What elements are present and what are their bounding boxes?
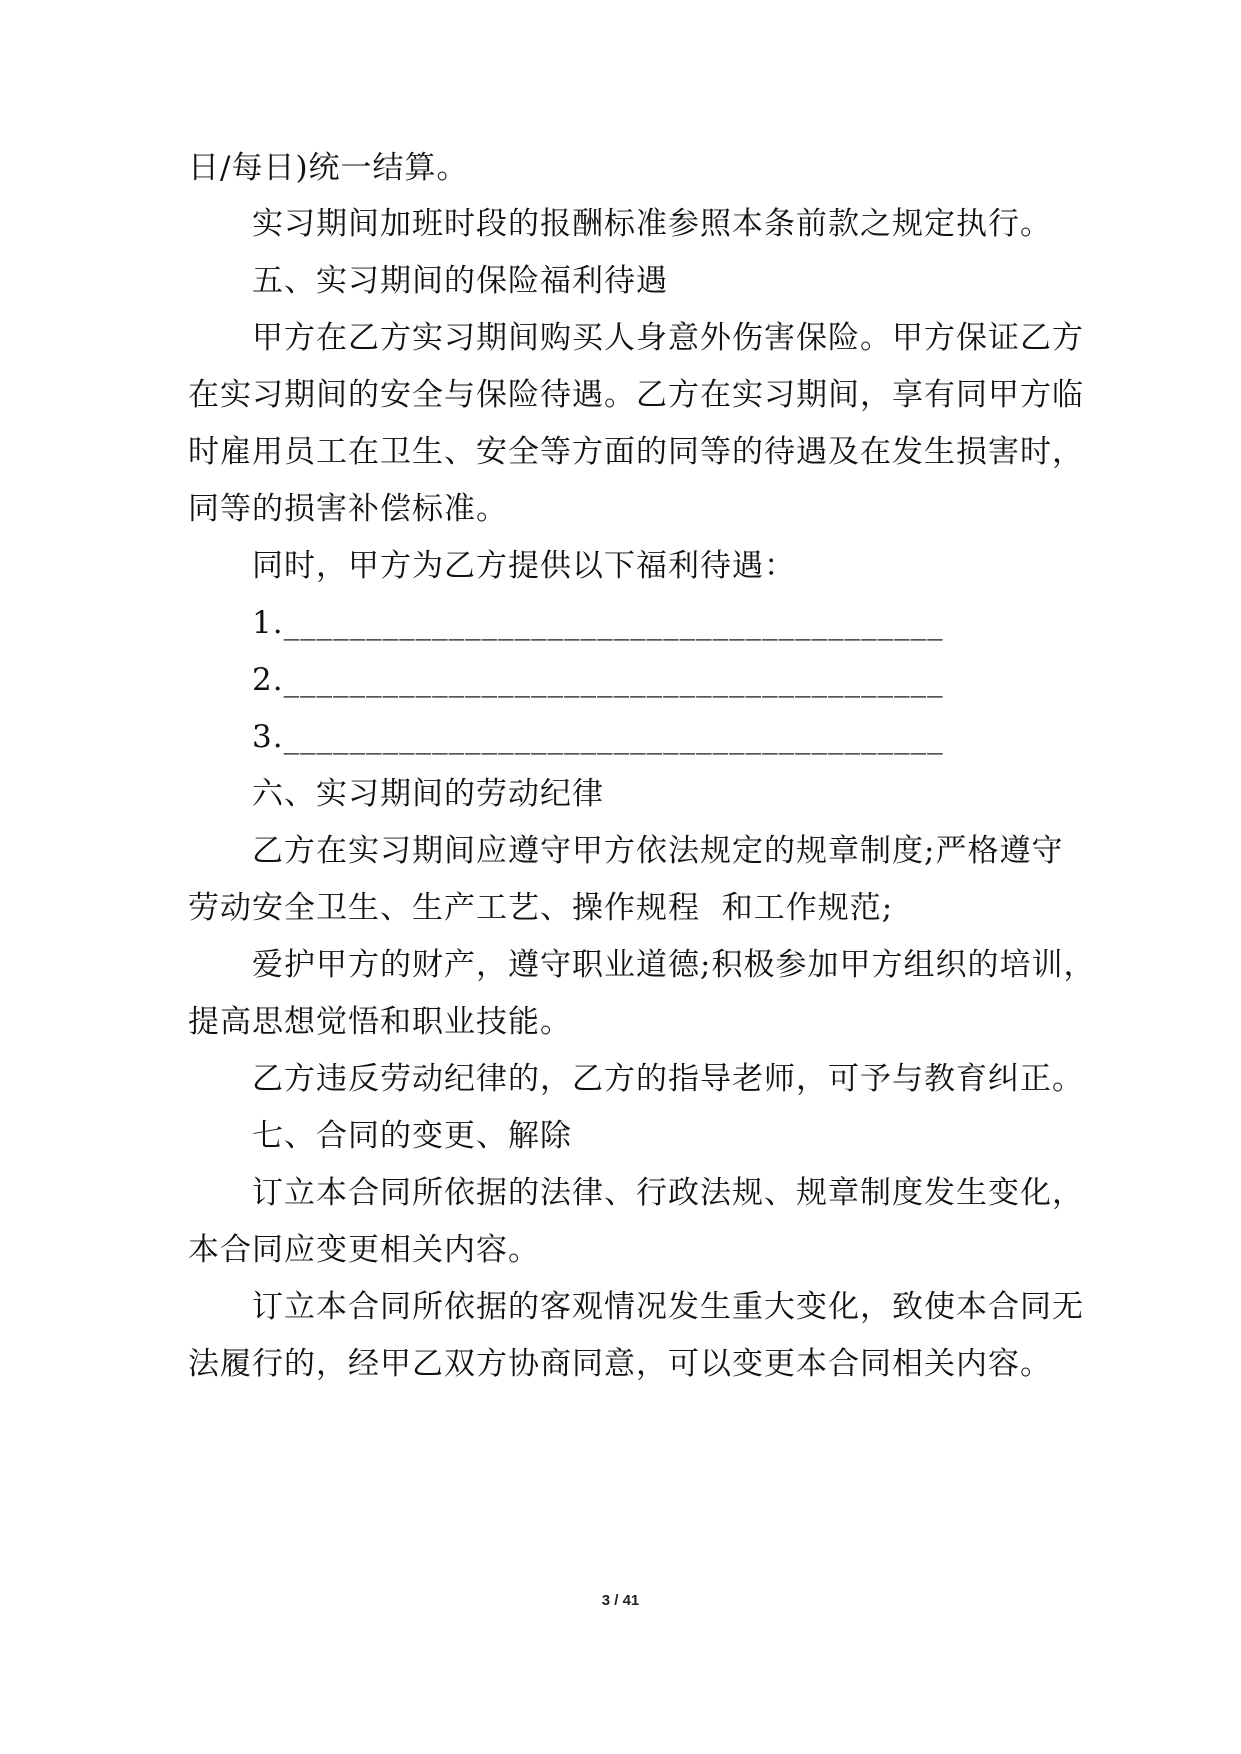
paragraph-line: 在实习期间的安全与保险待遇。乙方在实习期间，享有同甲方临 <box>188 377 1084 413</box>
paragraph-line: 本合同应变更相关内容。 <box>188 1232 540 1268</box>
paragraph-line: 日/每日)统一结算。 <box>188 150 469 186</box>
paragraph-line: 订立本合同所依据的客观情况发生重大变化，致使本合同无 <box>252 1289 1084 1325</box>
paragraph-line: 爱护甲方的财产，遵守职业道德;积极参加甲方组织的培训， <box>252 947 1096 983</box>
section-heading: 七、合同的变更、解除 <box>252 1118 572 1154</box>
paragraph-line: 甲方在乙方实习期间购买人身意外伤害保险。甲方保证乙方 <box>252 320 1084 356</box>
page-number: 3 / 41 <box>601 1592 640 1609</box>
paragraph-line: 提高思想觉悟和职业技能。 <box>188 1004 572 1040</box>
paragraph-line: 乙方在实习期间应遵守甲方依法规定的规章制度;严格遵守 <box>252 833 1064 869</box>
paragraph-line: 同时，甲方为乙方提供以下福利待遇： <box>252 548 796 584</box>
paragraph-line: 实习期间加班时段的报酬标准参照本条前款之规定执行。 <box>252 206 1052 242</box>
paragraph-line: 法履行的，经甲乙双方协商同意，可以变更本合同相关内容。 <box>188 1346 1052 1382</box>
section-heading: 五、实习期间的保险福利待遇 <box>252 263 668 299</box>
section-heading: 六、实习期间的劳动纪律 <box>252 776 604 812</box>
paragraph-line: 时雇用员工在卫生、安全等方面的同等的待遇及在发生损害时， <box>188 434 1084 470</box>
paragraph-line: 同等的损害补偿标准。 <box>188 491 508 527</box>
paragraph-line: 订立本合同所依据的法律、行政法规、规章制度发生变化， <box>252 1175 1084 1211</box>
paragraph-line: 劳动安全卫生、生产工艺、操作规程 和工作规范; <box>188 890 894 926</box>
blank-list-item-1: 1.________________________________________ <box>252 605 944 641</box>
paragraph-line: 乙方违反劳动纪律的，乙方的指导老师，可予与教育纠正。 <box>252 1061 1084 1097</box>
blank-list-item-3: 3.________________________________________ <box>252 719 944 755</box>
blank-list-item-2: 2.________________________________________ <box>252 662 944 698</box>
